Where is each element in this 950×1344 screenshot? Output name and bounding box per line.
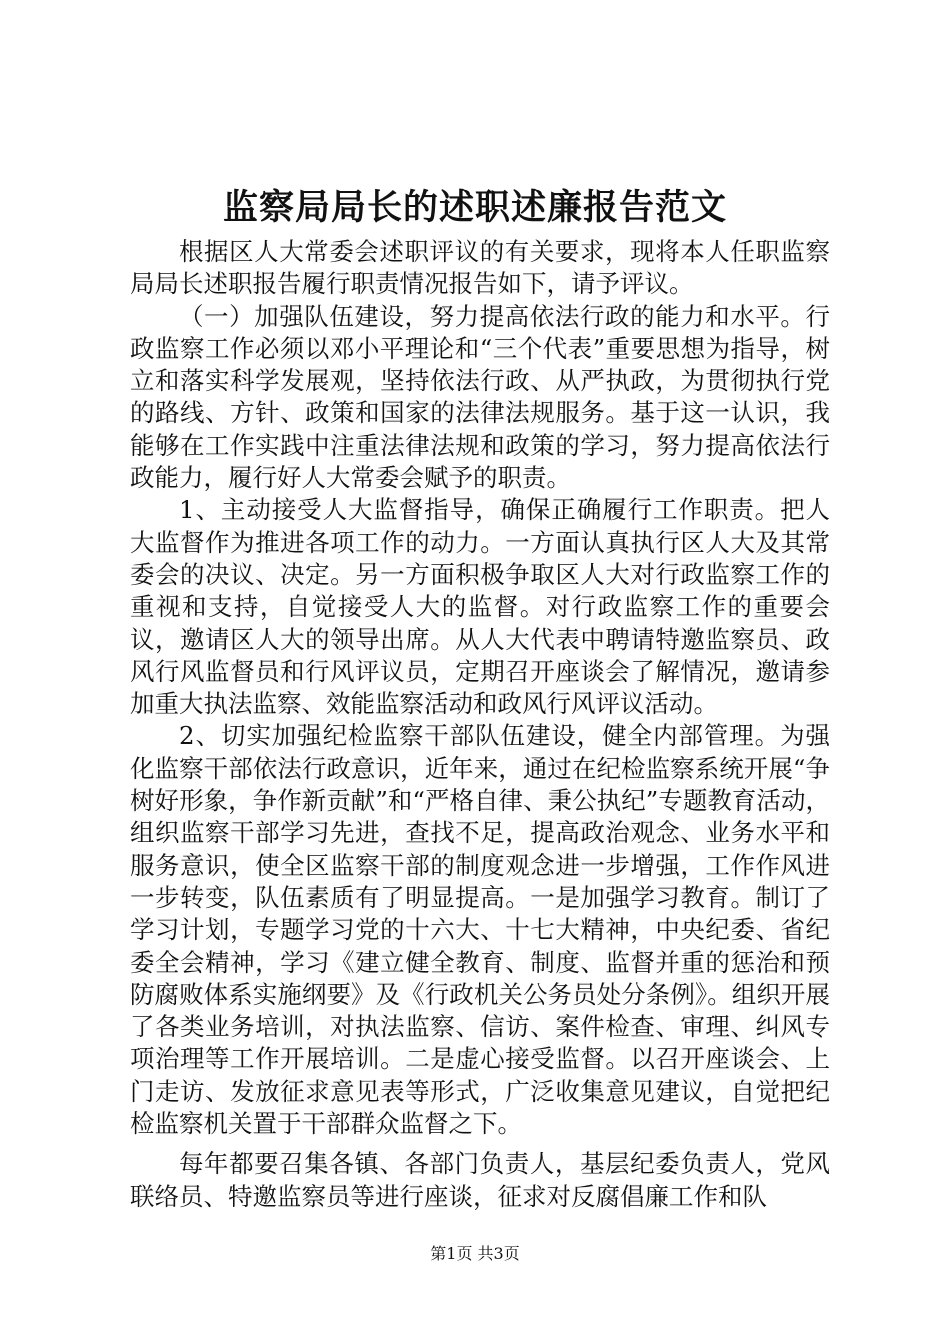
document-body	[130, 236, 830, 1213]
document-title: 监察局局长的述职述廉报告范文	[222, 187, 727, 228]
paragraph-item-two: 2、切实加强纪检监察干部队伍建设，健全内部管理。为强化监察干部依法行政意识，近年来，通过在纪检监察系统开展“争树好形象，争作新贡献”和“严格自律、秉公执纪”专题教育活动，组织监察干部学习先进，查找不足，提高政治观念、业务水平和服务意识，使全区监察干部的制度观念进一步增强，工作作风进一步转变，队伍素质有了明显提高。一是加强学习教育。制订了学习计划，专题学习党的十六大、十七大精神，中央纪委、省纪委全会精神，学习《建立健全教育、制度、监督并重的惩治和预防腐败体系实施纲要》及《行政机关公务员处分条例》。组织开展了各类业务培训，对执法监察、信访、案件检查、审理、纠风专项治理等工作开展培训。二是虚心接受监督。以召开座谈会、上门走访、发放征求意见表等形式，广泛收集意见建议，自觉把纪检监察机关置于干部群众监督之下。	[130, 721, 830, 1139]
page-footer: 第1页 共3页	[430, 1244, 520, 1263]
paragraph-section-one: （一）加强队伍建设，努力提高依法行政的能力和水平。行政监察工作必须以邓小平理论和“三个代表”重要思想为指导，树立和落实科学发展观，坚持依法行政、从严执政，为贯彻执行党的路线、方针、政策和国家的法律法规服务。基于这一认识，我能够在工作实践中注重法律法规和政策的学习，努力提高依法行政能力，履行好人大常委会赋予的职责。	[130, 301, 830, 493]
paragraph-continued: 每年都要召集各镇、各部门负责人，基层纪委负责人，党风联络员、特邀监察员等进行座谈，征求对反腐倡廉工作和队	[130, 1149, 830, 1211]
paragraph-item-one: 1、主动接受人大监督指导，确保正确履行工作职责。把人大监督作为推进各项工作的动力。一方面认真执行区人大及其常委会的决议、决定。另一方面积极争取区人大对行政监察工作的重视和支持，自觉接受人大的监督。对行政监察工作的重要会议，邀请区人大的领导出席。从人大代表中聘请特邀监察员、政风行风监督员和行风评议员，定期召开座谈会了解情况，邀请参加重大执法监察、效能监察活动和政风行风评议活动。	[130, 495, 830, 719]
paragraph-intro: 根据区人大常委会述职评议的有关要求，现将本人任职监察局局长述职报告履行职责情况报告如下，请予评议。	[130, 237, 830, 299]
